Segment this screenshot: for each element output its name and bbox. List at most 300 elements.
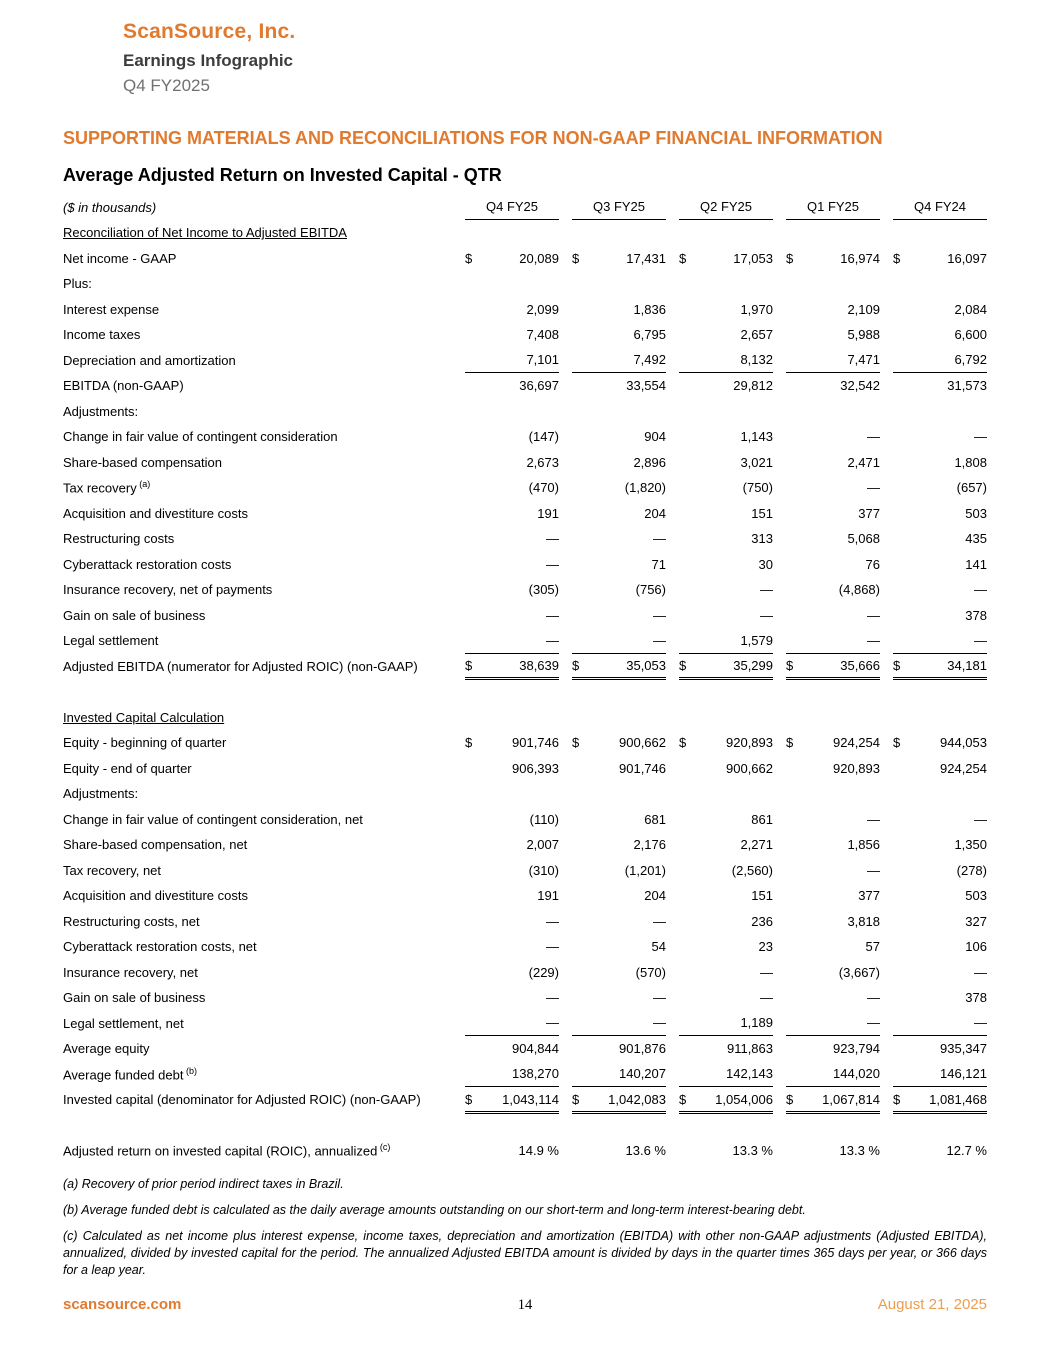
column-gap [452, 1036, 465, 1062]
dollar-cell [572, 908, 588, 934]
dollar-cell [893, 500, 909, 526]
row-label [63, 296, 452, 322]
cell-value: 57 [865, 939, 880, 955]
cell-value: 924,254 [833, 735, 880, 751]
cell-value: 1,043,114 [481, 1087, 559, 1113]
dollar-cell [893, 628, 909, 654]
row-label-text: Restructuring costs, net [63, 913, 200, 929]
cell-value: — [546, 939, 559, 955]
row-label [63, 373, 452, 399]
cell-value: — [867, 429, 880, 445]
cell-value: — [653, 607, 666, 623]
cell-value: — [546, 990, 559, 1006]
cell-value: (756) [635, 582, 666, 598]
spacer-cell [63, 679, 987, 705]
cell-value: 901,746 [619, 760, 666, 776]
row-label-text: Invested capital (denominator for Adjusted ROIC) (non-GAAP) [63, 1092, 421, 1108]
footnote-a: (a) Recovery of prior period indirect taxes in Brazil. [63, 1177, 344, 1192]
row-label-text: Average funded debt [63, 1067, 184, 1083]
dollar-sign: $ [786, 653, 802, 679]
dollar-cell [893, 602, 909, 628]
column-gap [452, 832, 465, 858]
dollar-cell [465, 551, 481, 577]
column-gap [452, 755, 465, 781]
dollar-cell [465, 373, 481, 399]
footnotes [63, 1176, 987, 1278]
column-gap [559, 985, 572, 1011]
dollar-cell [893, 1036, 909, 1062]
spacer-row [63, 679, 987, 705]
cell-value: 35,299 [695, 653, 773, 679]
cell-value: 20,089 [519, 250, 559, 266]
column-gap [559, 857, 572, 883]
column-gap [452, 347, 465, 373]
cell-value: 7,408 [526, 327, 559, 343]
column-gap [666, 526, 679, 552]
column-gap [452, 373, 465, 399]
cell-value: 191 [537, 505, 559, 521]
table-row [63, 1061, 987, 1087]
column-gap [666, 245, 679, 271]
cell-value: (3,667) [838, 964, 880, 980]
row-label [63, 755, 452, 781]
dollar-cell [786, 985, 802, 1011]
column-gap [773, 832, 786, 858]
dollar-cell [572, 551, 588, 577]
header-row [63, 194, 987, 220]
dollar-cell [465, 908, 481, 934]
cell-value: 3,021 [740, 454, 773, 470]
dollar-cell [893, 908, 909, 934]
column-gap [666, 1010, 679, 1036]
column-gap [559, 755, 572, 781]
dollar-cell [465, 475, 481, 501]
cell-value: — [546, 556, 559, 572]
cell-value: 151 [751, 888, 773, 904]
cell-value: 191 [537, 888, 559, 904]
dollar-cell [893, 449, 909, 475]
dollar-cell [893, 424, 909, 450]
column-gap [880, 322, 893, 348]
row-label-text: Equity - end of quarter [63, 760, 192, 776]
row-label [63, 526, 452, 552]
document-subtitle: Earnings Infographic [123, 51, 294, 70]
table-row [63, 398, 987, 424]
dollar-cell [679, 857, 695, 883]
column-gap [559, 959, 572, 985]
dollar-cell [679, 500, 695, 526]
dollar-cell [465, 1061, 481, 1087]
spacer-row [63, 1112, 987, 1138]
column-gap [666, 832, 679, 858]
column-gap [880, 628, 893, 654]
dollar-cell [465, 449, 481, 475]
dollar-sign: $ [572, 1087, 588, 1113]
row-label-text: Legal settlement [63, 633, 159, 649]
dollar-cell [893, 526, 909, 552]
column-gap [559, 1036, 572, 1062]
column-gap [452, 628, 465, 654]
row-label [63, 1087, 452, 1113]
dollar-sign: $ [679, 653, 695, 679]
column-gap [880, 1036, 893, 1062]
column-gap [880, 526, 893, 552]
cell-value: 16,097 [947, 250, 987, 266]
column-gap [773, 755, 786, 781]
cell-value: 33,554 [626, 378, 666, 394]
table-head [63, 194, 987, 220]
dollar-cell [893, 832, 909, 858]
cell-value: — [802, 1010, 880, 1036]
dollar-cell [893, 296, 909, 322]
dollar-cell [465, 857, 481, 883]
dollar-sign: $ [679, 735, 687, 751]
cell-value: 935,347 [940, 1041, 987, 1057]
cell-value: (110) [529, 811, 559, 827]
column-gap [559, 883, 572, 909]
dollar-cell [786, 628, 802, 654]
dollar-cell [465, 577, 481, 603]
cell-value: 1,042,083 [588, 1087, 666, 1113]
dollar-cell [786, 1061, 802, 1087]
dollar-cell [786, 347, 802, 373]
column-header: Q4 FY25 [465, 194, 559, 220]
column-gap [452, 1061, 465, 1087]
cell-value: 901,746 [512, 735, 559, 751]
cell-value: 944,053 [940, 735, 987, 751]
column-gap [880, 730, 893, 756]
column-gap [666, 730, 679, 756]
row-label-text: Average equity [63, 1041, 150, 1057]
row-label [63, 322, 452, 348]
cell-value: 923,794 [833, 1041, 880, 1057]
dollar-cell [679, 551, 695, 577]
row-label-text: Equity - beginning of quarter [63, 735, 227, 751]
cell-value: — [481, 628, 559, 654]
cell-value: 151 [751, 505, 773, 521]
column-gap [773, 1138, 786, 1164]
cell-value: — [588, 1010, 666, 1036]
column-gap [880, 1010, 893, 1036]
column-gap [773, 934, 786, 960]
dollar-cell [572, 449, 588, 475]
dollar-cell [679, 602, 695, 628]
dollar-cell [465, 1138, 481, 1164]
row-label-text: EBITDA (non-GAAP) [63, 378, 184, 394]
cell-value: 54 [651, 939, 666, 955]
cell-value: 5,988 [847, 327, 880, 343]
cell-value: (229) [528, 964, 559, 980]
row-label-text: Share-based compensation, net [63, 837, 248, 853]
column-gap [452, 296, 465, 322]
dollar-cell [786, 959, 802, 985]
cell-value: 6,600 [954, 327, 987, 343]
column-gap [773, 985, 786, 1011]
brand-block [123, 20, 987, 96]
dollar-cell [786, 500, 802, 526]
table-row [63, 424, 987, 450]
dollar-cell [679, 424, 695, 450]
section-row [63, 704, 987, 730]
column-gap [880, 373, 893, 399]
column-gap [559, 1087, 572, 1113]
row-label-text: Change in fair value of contingent consideration [63, 429, 338, 445]
page-number: 14 [517, 1297, 533, 1313]
table-row [63, 832, 987, 858]
footer-website-link[interactable]: scansource.com [63, 1296, 182, 1313]
column-gap [880, 296, 893, 322]
column-gap [666, 1087, 679, 1113]
row-label [63, 985, 452, 1011]
cell-value: 920,893 [726, 735, 773, 751]
dollar-cell [679, 755, 695, 781]
cell-value: 138,270 [481, 1061, 559, 1087]
column-gap [666, 985, 679, 1011]
dollar-sign: $ [465, 735, 473, 751]
cell-value: 13.3 % [732, 1143, 773, 1159]
column-gap [452, 959, 465, 985]
cell-value: — [481, 1010, 559, 1036]
cell-value: 435 [965, 531, 987, 547]
dollar-cell [465, 1010, 481, 1036]
dollar-sign: $ [893, 250, 901, 266]
cell-value: — [546, 913, 559, 929]
footnote-b: (b) Average funded debt is calculated as the daily average amounts outstanding on our short-term and long-term interest-bearing debt. [63, 1203, 806, 1218]
column-gap [559, 347, 572, 373]
dollar-cell [786, 526, 802, 552]
table-row [63, 755, 987, 781]
column-gap [452, 424, 465, 450]
row-label-text: Insurance recovery, net [63, 964, 198, 980]
column-gap [666, 551, 679, 577]
footer-date: August 21, 2025 [877, 1296, 987, 1313]
table-row [63, 985, 987, 1011]
column-gap [880, 883, 893, 909]
dollar-sign: $ [893, 1087, 909, 1113]
dollar-cell [893, 373, 909, 399]
column-gap [452, 1138, 465, 1164]
column-gap [559, 653, 572, 679]
dollar-cell [679, 934, 695, 960]
cell-value: (4,868) [838, 582, 880, 598]
row-label [63, 883, 452, 909]
dollar-cell [572, 602, 588, 628]
column-gap [666, 653, 679, 679]
cell-value: 2,176 [633, 837, 666, 853]
cell-value: 1,579 [695, 628, 773, 654]
dollar-sign: $ [572, 735, 580, 751]
cell-value: 6,792 [909, 347, 987, 373]
cell-value: — [867, 607, 880, 623]
cell-value: 1,808 [954, 454, 987, 470]
column-gap [452, 449, 465, 475]
dollar-sign: $ [679, 1087, 695, 1113]
column-gap [559, 424, 572, 450]
column-gap [559, 245, 572, 271]
column-gap [880, 1087, 893, 1113]
dollar-cell [572, 883, 588, 909]
dollar-cell [893, 322, 909, 348]
dollar-cell [893, 1010, 909, 1036]
column-gap [773, 194, 786, 220]
dollar-cell [786, 1010, 802, 1036]
column-gap [559, 322, 572, 348]
column-gap [452, 526, 465, 552]
column-gap [559, 475, 572, 501]
cell-value: — [974, 429, 987, 445]
cell-value: 76 [865, 556, 880, 572]
dollar-cell [893, 577, 909, 603]
cell-value: — [760, 582, 773, 598]
column-header: Q1 FY25 [786, 194, 880, 220]
column-gap [559, 934, 572, 960]
row-label-text: Insurance recovery, net of payments [63, 582, 273, 598]
cell-value: 911,863 [726, 1041, 773, 1057]
dollar-cell [679, 373, 695, 399]
cell-value: — [867, 862, 880, 878]
dollar-cell [786, 755, 802, 781]
cell-value: 503 [965, 888, 987, 904]
column-gap [880, 551, 893, 577]
row-label [63, 1036, 452, 1062]
dollar-sign: $ [465, 250, 473, 266]
dollar-cell [786, 296, 802, 322]
cell-value: 377 [858, 888, 880, 904]
dollar-cell [786, 449, 802, 475]
cell-value: 503 [965, 505, 987, 521]
column-gap [452, 322, 465, 348]
column-gap [452, 1010, 465, 1036]
column-gap [452, 806, 465, 832]
column-gap [666, 959, 679, 985]
row-label-text: Interest expense [63, 301, 160, 317]
cell-value: 1,856 [847, 837, 880, 853]
dollar-cell [465, 296, 481, 322]
cell-value: 2,471 [847, 454, 880, 470]
column-gap [452, 1087, 465, 1113]
column-gap [880, 1138, 893, 1164]
column-gap [559, 628, 572, 654]
dollar-cell [679, 1138, 695, 1164]
column-gap [666, 373, 679, 399]
dollar-cell [893, 806, 909, 832]
dollar-cell [786, 908, 802, 934]
cell-value: 36,697 [519, 378, 559, 394]
column-gap [666, 1061, 679, 1087]
cell-value: 924,254 [940, 760, 987, 776]
row-label [63, 245, 452, 271]
cell-value: 30 [758, 556, 773, 572]
column-gap [452, 194, 465, 220]
table-row [63, 730, 987, 756]
dollar-cell [572, 1010, 588, 1036]
column-gap [880, 602, 893, 628]
dollar-cell [572, 424, 588, 450]
column-gap [559, 500, 572, 526]
dollar-cell [786, 475, 802, 501]
row-label [63, 602, 452, 628]
table-title: Average Adjusted Return on Invested Capital - QTR [63, 165, 502, 186]
row-label [63, 577, 452, 603]
cell-value: 35,666 [802, 653, 880, 679]
dollar-cell [679, 832, 695, 858]
column-gap [880, 424, 893, 450]
cell-value: — [588, 628, 666, 654]
column-gap [666, 628, 679, 654]
cell-value: — [974, 811, 987, 827]
row-label [63, 704, 987, 730]
cell-value: 2,099 [526, 301, 559, 317]
cell-value: 1,067,814 [802, 1087, 880, 1113]
row-label-text: Reconciliation of Net Income to Adjusted EBITDA [63, 225, 347, 241]
table-row [63, 1138, 987, 1164]
dollar-cell [572, 832, 588, 858]
row-label [63, 424, 452, 450]
dollar-cell [786, 1036, 802, 1062]
column-gap [880, 934, 893, 960]
cell-value: 236 [751, 913, 773, 929]
dollar-cell [465, 806, 481, 832]
cell-value: — [653, 913, 666, 929]
row-label [63, 934, 452, 960]
dollar-cell [679, 1061, 695, 1087]
column-gap [880, 500, 893, 526]
dollar-cell [465, 832, 481, 858]
dollar-sign: $ [786, 250, 794, 266]
column-header: Q4 FY24 [893, 194, 987, 220]
row-label [63, 500, 452, 526]
cell-value: (1,201) [624, 862, 666, 878]
dollar-cell [465, 883, 481, 909]
dollar-cell [786, 322, 802, 348]
table-row [63, 245, 987, 271]
report-period: Q4 FY2025 [123, 76, 210, 95]
dollar-cell [786, 373, 802, 399]
dollar-cell [465, 500, 481, 526]
row-label-text: Legal settlement, net [63, 1015, 184, 1031]
dollar-cell [679, 806, 695, 832]
cell-value: 377 [858, 505, 880, 521]
dollar-cell [786, 857, 802, 883]
cell-value: 901,876 [619, 1041, 666, 1057]
column-gap [559, 577, 572, 603]
dollar-cell [572, 322, 588, 348]
page-footer [63, 1296, 987, 1314]
column-gap [452, 908, 465, 934]
cell-value: 106 [965, 939, 987, 955]
cell-value: — [760, 964, 773, 980]
dollar-cell [679, 347, 695, 373]
column-gap [666, 602, 679, 628]
cell-value: 8,132 [695, 347, 773, 373]
dollar-sign: $ [786, 735, 794, 751]
row-label-text: Acquisition and divestiture costs [63, 888, 248, 904]
dollar-cell [465, 985, 481, 1011]
row-label [63, 908, 452, 934]
dollar-cell [893, 1061, 909, 1087]
column-gap [666, 500, 679, 526]
table-row [63, 883, 987, 909]
dollar-cell [679, 296, 695, 322]
row-label-text: Income taxes [63, 327, 141, 343]
column-gap [773, 806, 786, 832]
dollar-sign: $ [893, 653, 909, 679]
row-label [63, 730, 452, 756]
row-label-text: Gain on sale of business [63, 607, 206, 623]
column-gap [452, 475, 465, 501]
dollar-cell [893, 857, 909, 883]
cell-value: — [867, 990, 880, 1006]
